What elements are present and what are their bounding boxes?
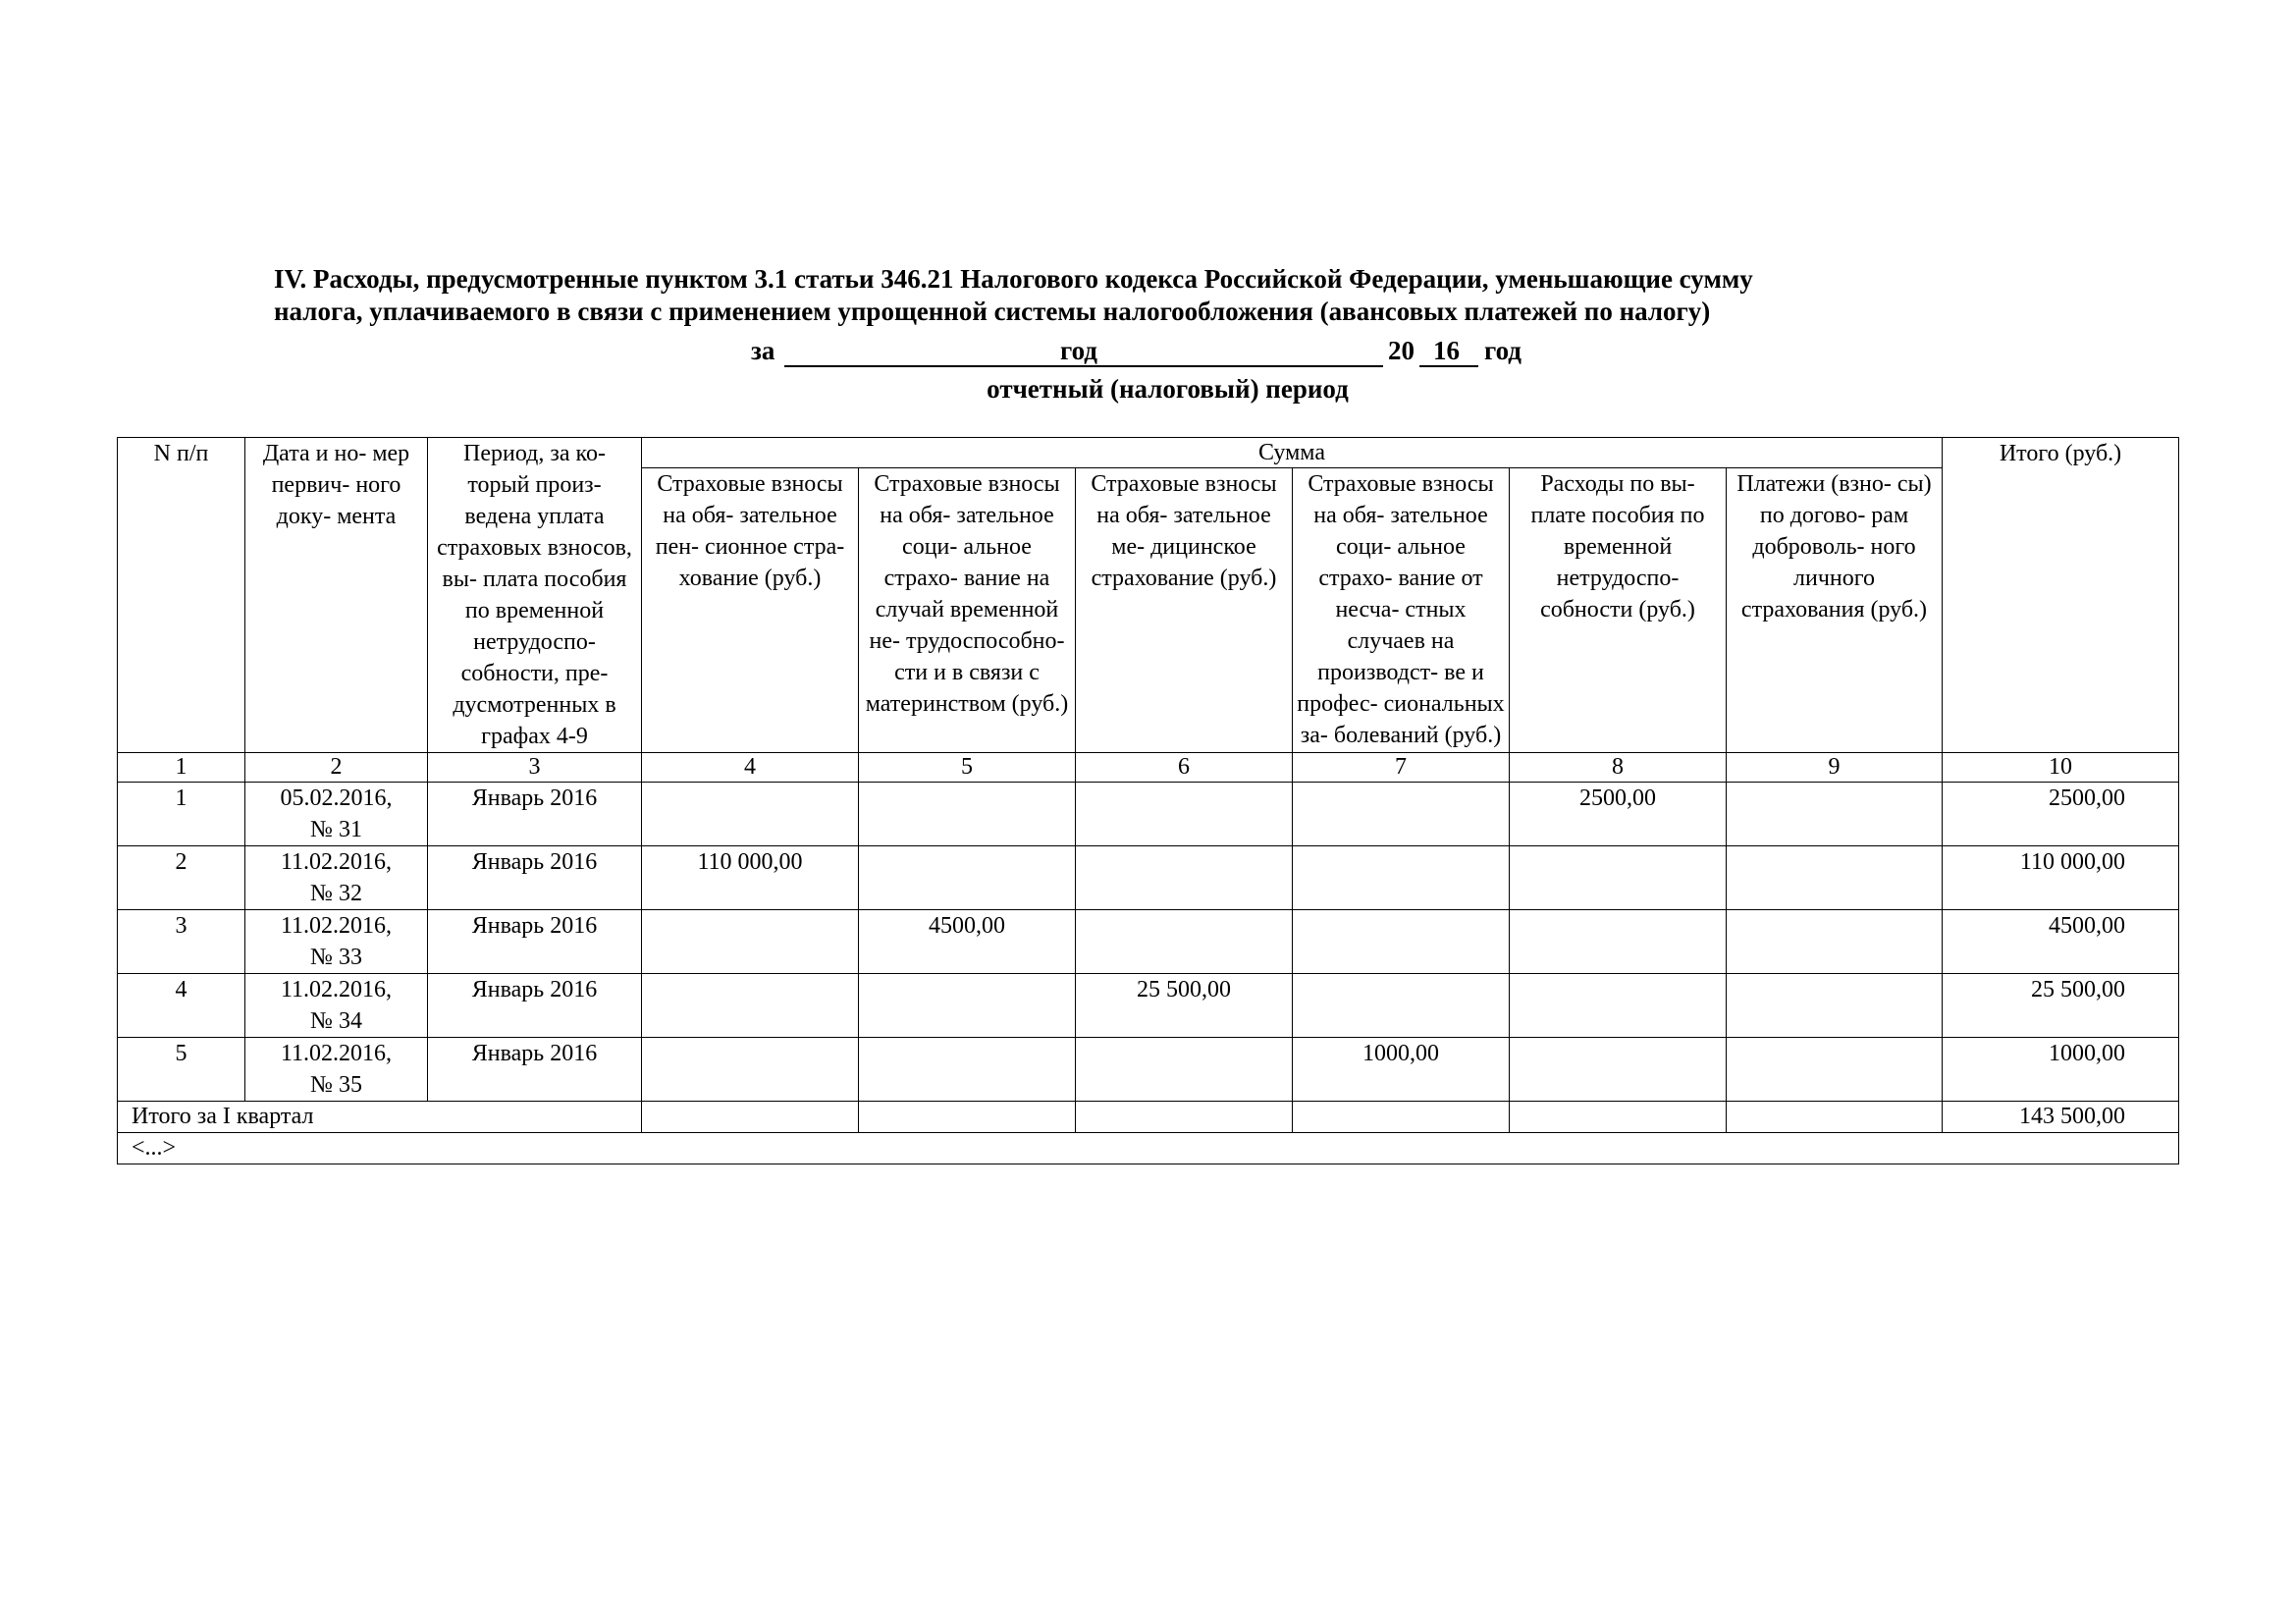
table-row: [118, 974, 2179, 1038]
row-c8: 2500,00: [1510, 783, 1727, 846]
doc-number: № 33: [310, 945, 362, 970]
row-c7: 1000,00: [1293, 1038, 1510, 1102]
doc-number: № 35: [310, 1072, 362, 1098]
row-c5: [859, 1038, 1076, 1102]
header-col-4: Страховые взносы на обя- зательное пен- сионное стра- хование (руб.): [642, 468, 859, 753]
header-col-2: Дата и но- мер первич- ного доку- мента: [245, 438, 428, 753]
total-row: [118, 1102, 2179, 1133]
header-col-8: Расходы по вы- плате пособия по временной нетрудоспо- собности (руб.): [1510, 468, 1727, 753]
doc-number: № 32: [310, 881, 362, 906]
row-document: [245, 974, 428, 1038]
row-document: [245, 783, 428, 846]
row-c9: [1727, 783, 1943, 846]
table-row: [118, 846, 2179, 910]
row-c8: [1510, 974, 1727, 1038]
period-value: год: [1060, 336, 1097, 365]
period-row: [0, 336, 2296, 375]
row-c6: [1076, 783, 1293, 846]
row-c5: [859, 846, 1076, 910]
row-c6: [1076, 846, 1293, 910]
header-col-9: Платежи (взно- сы) по догово- рам доброволь- ного личного страхования (руб.): [1727, 468, 1943, 753]
doc-date: 11.02.2016,: [280, 977, 393, 1002]
column-number: 6: [1076, 753, 1293, 783]
row-c6: 25 500,00: [1076, 974, 1293, 1038]
header-col-6: Страховые взносы на обя- зательное ме- дицинское страхование (руб.): [1076, 468, 1293, 753]
row-document: [245, 1038, 428, 1102]
row-document: [245, 846, 428, 910]
header-sum-group: Сумма: [642, 438, 1943, 468]
column-number: 10: [1943, 753, 2179, 783]
column-number: 3: [428, 753, 642, 783]
row-period: Январь 2016: [428, 783, 642, 846]
row-c5: 4500,00: [859, 910, 1076, 974]
table-row: [118, 910, 2179, 974]
row-c9: [1727, 974, 1943, 1038]
doc-number: № 31: [310, 817, 362, 842]
row-c7: [1293, 910, 1510, 974]
row-c8: [1510, 910, 1727, 974]
section-heading: [274, 263, 2002, 328]
row-total: 1000,00: [1943, 1038, 2179, 1102]
row-c7: [1293, 846, 1510, 910]
total-value: 143 500,00: [1943, 1102, 2179, 1133]
column-numbers-row: [118, 753, 2179, 783]
year-word: год: [1484, 336, 1522, 365]
total-empty-cell: [1510, 1102, 1727, 1133]
total-empty-cell: [859, 1102, 1076, 1133]
row-c4: [642, 1038, 859, 1102]
period-za-label: за: [751, 336, 775, 365]
row-total: 25 500,00: [1943, 974, 2179, 1038]
row-number: 5: [118, 1038, 245, 1102]
ellipsis-row: [118, 1133, 2179, 1164]
total-empty-cell: [1076, 1102, 1293, 1133]
total-label: Итого за I квартал: [118, 1102, 642, 1133]
row-c6: [1076, 910, 1293, 974]
row-c9: [1727, 910, 1943, 974]
row-document: [245, 910, 428, 974]
header-col-10: Итого (руб.): [1943, 438, 2179, 753]
row-c9: [1727, 846, 1943, 910]
total-empty-cell: [1727, 1102, 1943, 1133]
row-c6: [1076, 1038, 1293, 1102]
table-row: [118, 1038, 2179, 1102]
row-c4: [642, 783, 859, 846]
row-c4: 110 000,00: [642, 846, 859, 910]
header-col-5: Страховые взносы на обя- зательное соци- альное страхо- вание на случай временной не- трудоспособно- сти и в связи с материнством (руб.): [859, 468, 1076, 753]
header-col-7: Страховые взносы на обя- зательное соци- альное страхо- вание от несча- стных случаев на производст- ве и профес- сиональных за- болеваний (руб.): [1293, 468, 1510, 753]
header-col-3: Период, за ко- торый произ- ведена уплата страховых взносов, вы- плата пособия по временной нетрудоспо- собности, пре- дусмотренных в графах 4-9: [428, 438, 642, 753]
row-total: 110 000,00: [1943, 846, 2179, 910]
column-number: 8: [1510, 753, 1727, 783]
row-total: 2500,00: [1943, 783, 2179, 846]
total-empty-cell: [1293, 1102, 1510, 1133]
row-number: 2: [118, 846, 245, 910]
row-c7: [1293, 783, 1510, 846]
column-number: 4: [642, 753, 859, 783]
heading-line-2: налога, уплачиваемого в связи с применением упрощенной системы налогообложения (авансовых платежей по налогу): [274, 297, 1711, 326]
row-c8: [1510, 1038, 1727, 1102]
column-number: 9: [1727, 753, 1943, 783]
row-c7: [1293, 974, 1510, 1038]
doc-date: 05.02.2016,: [280, 785, 393, 811]
row-c5: [859, 783, 1076, 846]
table-row: [118, 783, 2179, 846]
row-period: Январь 2016: [428, 974, 642, 1038]
row-period: Январь 2016: [428, 910, 642, 974]
column-number: 7: [1293, 753, 1510, 783]
row-number: 3: [118, 910, 245, 974]
header-row-1: [118, 438, 2179, 468]
expenses-table: [117, 437, 2179, 1164]
row-c4: [642, 974, 859, 1038]
heading-line-1: IV. Расходы, предусмотренные пунктом 3.1 статьи 346.21 Налогового кодекса Российской Федерации, уменьшающие сумму: [274, 264, 1753, 294]
ellipsis-text: <...>: [118, 1133, 2179, 1164]
year-prefix: 20: [1388, 336, 1415, 365]
column-number: 2: [245, 753, 428, 783]
doc-date: 11.02.2016,: [280, 1041, 393, 1066]
row-c5: [859, 974, 1076, 1038]
row-number: 4: [118, 974, 245, 1038]
year-suffix: 16: [1433, 336, 1460, 365]
row-period: Январь 2016: [428, 846, 642, 910]
header-col-1: N п/п: [118, 438, 245, 753]
doc-number: № 34: [310, 1008, 362, 1034]
row-total: 4500,00: [1943, 910, 2179, 974]
row-c4: [642, 910, 859, 974]
doc-date: 11.02.2016,: [280, 913, 393, 939]
column-number: 5: [859, 753, 1076, 783]
doc-date: 11.02.2016,: [280, 849, 393, 875]
column-number: 1: [118, 753, 245, 783]
row-c8: [1510, 846, 1727, 910]
period-caption: отчетный (налоговый) период: [987, 374, 1349, 404]
row-c9: [1727, 1038, 1943, 1102]
row-number: 1: [118, 783, 245, 846]
row-period: Январь 2016: [428, 1038, 642, 1102]
total-empty-cell: [642, 1102, 859, 1133]
